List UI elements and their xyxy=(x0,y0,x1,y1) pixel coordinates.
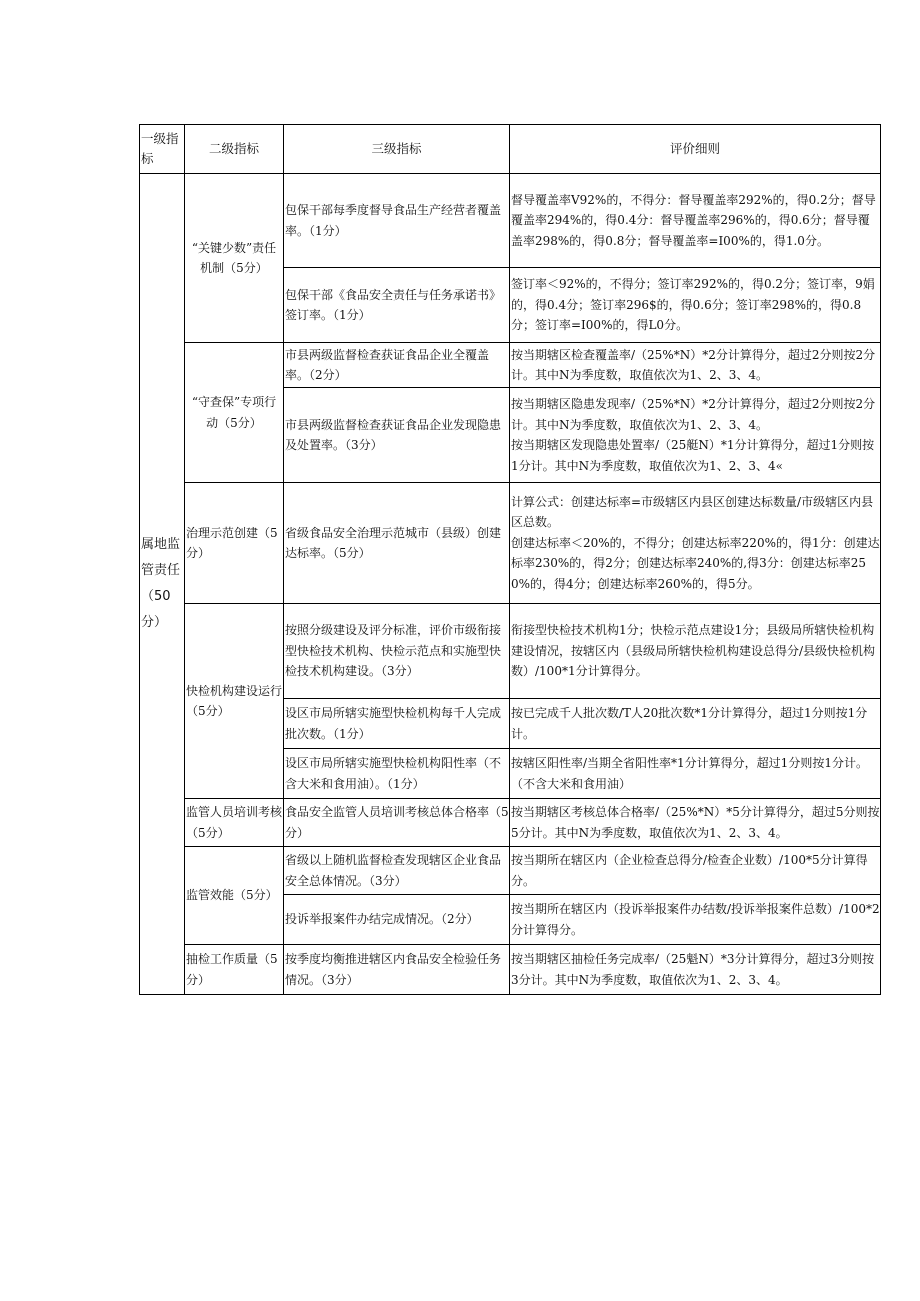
evaluation-detail-cell xyxy=(510,388,881,483)
evaluation-detail-text: 督导覆盖率V92%的，不得分：督导覆盖率292%的，得0.2分；督导覆盖率294%的，得0.4分：督导覆盖率296%的，得0.6分；督导覆盖率298%的，得0.8分；督导覆盖率=I00%的，得1.0分。 xyxy=(511,192,876,248)
evaluation-detail-cell xyxy=(510,945,881,995)
level2-indicator-cell: 监管人员培训考核（5分） xyxy=(185,799,284,847)
level3-indicator-cell: 设区市局所辖实施型快检机构阳性率（不含大米和食用油）。（1分） xyxy=(284,749,510,799)
evaluation-detail-cell xyxy=(510,174,881,268)
evaluation-detail-cell xyxy=(510,799,881,847)
header-level3: 三级指标 xyxy=(284,125,510,174)
evaluation-detail-cell xyxy=(510,895,881,945)
evaluation-detail-text: 计算公式：创建达标率=市级辖区内县区创建达标数量/市级辖区内县区总数。 xyxy=(511,494,874,530)
level2-indicator-cell: 快检机构建设运行（5分） xyxy=(185,604,284,799)
table-row xyxy=(140,945,881,995)
level2-indicator-cell: 治理示范创建（5分） xyxy=(185,483,284,604)
level1-category-score: （50分） xyxy=(141,589,171,630)
header-row xyxy=(140,125,881,174)
table-row xyxy=(140,604,881,699)
level2-indicator-cell: 监管效能（5分） xyxy=(185,847,284,945)
level2-indicator-cell: 抽检工作质量（5分） xyxy=(185,945,284,995)
level3-indicator-cell: 按季度均衡推进辖区内食品安全检验任务情况。（3分） xyxy=(284,945,510,995)
evaluation-detail-text: 按当期辖区检查覆盖率/（25%*N）*2分计算得分，超过2分则按2分计。其中N为季度数，取值依次为1、2、3、4。 xyxy=(511,347,876,382)
evaluation-detail-text: 按当期辖区隐患发现率/（25%*N）*2分计算得分，超过2分则按2分计。其中N为季度数，取值依次为1、2、3、4。 xyxy=(511,397,876,432)
evaluation-detail-text: 按当期所在辖区内（投诉举报案件办结数/投诉举报案件总数）/100*2分计算得分。 xyxy=(511,902,880,937)
evaluation-sheet xyxy=(139,124,880,995)
evaluation-detail-text: 衔接型快检技术机构1分；快检示范点建设1分；县级局所辖快检机构建设情况，按辖区内（县级局所辖快检机构建设总得分/县级快检机构数）/100*1分计算得分。 xyxy=(511,623,876,679)
level3-indicator-cell: 市县两级监督检查获证食品企业发现隐患及处置率。（3分） xyxy=(284,388,510,483)
level1-category-name: 属地监管责任 xyxy=(141,537,181,578)
evaluation-detail-text: 按辖区阳性率/当期全省阳性率*1分计算得分，超过1分则按1分计。（不含大米和食用油） xyxy=(511,756,868,791)
evaluation-detail-text: 按当期所在辖区内（企业检查总得分/检查企业数）/100*5分计算得分。 xyxy=(511,853,868,888)
level3-indicator-cell: 市县两级监督检查获证食品企业全覆盖率。（2分） xyxy=(284,343,510,388)
level2-indicator-cell: “守查保”专项行动（5分） xyxy=(185,343,284,483)
header-level2: 二级指标 xyxy=(185,125,284,174)
evaluation-detail-cell xyxy=(510,604,881,699)
evaluation-detail-text: 按当期辖区发现隐患处置率/（25艇N）*1分计算得分，超过1分则按1分计。其中N为季度数，取值依次为1、2、3、4« xyxy=(511,438,875,473)
level3-indicator-cell: 省级以上随机监督检查发现辖区企业食品安全总体情况。（3分） xyxy=(284,847,510,895)
level3-indicator-cell: 投诉举报案件办结完成情况。（2分） xyxy=(284,895,510,945)
evaluation-detail-text: 按当期辖区考核总体合格率/（25%*N）*5分计算得分，超过5分则按5分计。其中N为季度数，取值依次为1、2、3、4。 xyxy=(511,805,880,840)
evaluation-detail-text: 创建达标率＜20%的，不得分；创建达标率220%的，得1分：创建达标率230%的，得2分；创建达标率240%的,得3分：创建达标率250%的，得4分；创建达标率260%的，得5分。 xyxy=(511,535,880,591)
table-row xyxy=(140,343,881,388)
level2-indicator-cell: “关键少数”责任机制（5分） xyxy=(185,174,284,343)
level3-indicator-cell: 包保干部《食品安全责任与任务承诺书》签订率。（1分） xyxy=(284,268,510,343)
evaluation-detail-text: 按当期辖区抽检任务完成率/（25魁N）*3分计算得分，超过3分则按3分计。其中N为季度数，取值依次为1、2、3、4。 xyxy=(511,952,875,987)
evaluation-detail-cell xyxy=(510,847,881,895)
table-row xyxy=(140,483,881,604)
header-level1: 一级指标 xyxy=(140,125,185,174)
evaluation-table xyxy=(139,124,881,995)
evaluation-detail-cell xyxy=(510,483,881,604)
level3-indicator-cell: 设区市局所辖实施型快检机构每千人完成批次数。（1分） xyxy=(284,699,510,749)
level1-category-cell xyxy=(140,174,185,995)
header-detail: 评价细则 xyxy=(510,125,881,174)
evaluation-detail-cell xyxy=(510,268,881,343)
table-row xyxy=(140,174,881,268)
evaluation-detail-text: 签订率＜92%的，不得分；签订率292%的，得0.2分；签订率，9娟的，得0.4分；签订率296$的，得0.6分；签订率298%的，得0.8分；签订率=I00%的，得L0分。 xyxy=(511,277,875,333)
level3-indicator-cell: 按照分级建设及评分标准，评价市级衔接型快检技术机构、快检示范点和实施型快检技术机构建设。（3分） xyxy=(284,604,510,699)
evaluation-detail-cell xyxy=(510,699,881,749)
evaluation-detail-cell xyxy=(510,749,881,799)
level3-indicator-cell: 省级食品安全治理示范城市（县级）创建达标率。（5分） xyxy=(284,483,510,604)
level3-indicator-cell: 包保干部每季度督导食品生产经营者覆盖率。（1分） xyxy=(284,174,510,268)
table-row xyxy=(140,799,881,847)
evaluation-detail-text: 按已完成千人批次数/T人20批次数*1分计算得分，超过1分则按1分计。 xyxy=(511,706,868,741)
level3-indicator-cell: 食品安全监管人员培训考核总体合格率（5分） xyxy=(284,799,510,847)
evaluation-detail-cell xyxy=(510,343,881,388)
table-row xyxy=(140,847,881,895)
